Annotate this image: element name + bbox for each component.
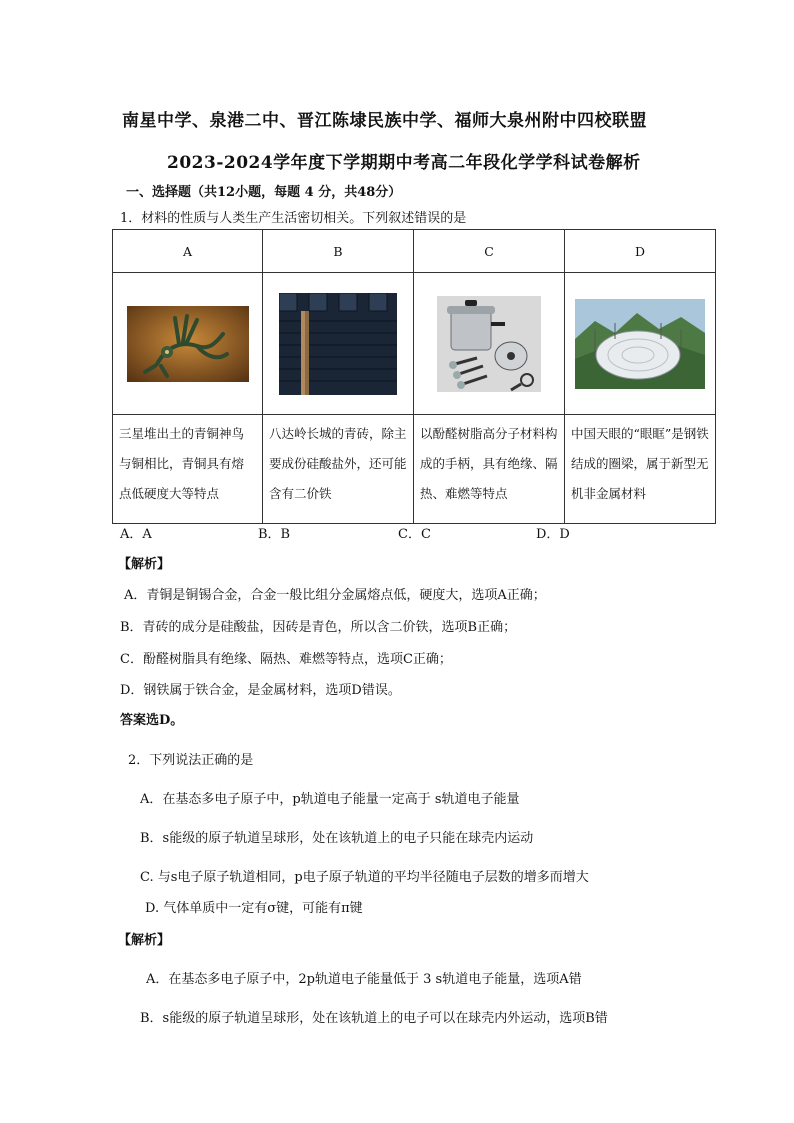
desc-b: 八达岭长城的青砖，除主要成份硅酸盐外，还可能含有二价铁	[263, 415, 414, 524]
q1-analysis-d: D．钢铁属于铁合金，是金属材料，选项D错误。	[120, 683, 401, 698]
section-heading: 一、选择题（共12小题，每题 4 分，共48分）	[126, 185, 402, 200]
q1-analysis-a: A．青铜是铜锡合金，合金一般比组分金属熔点低，硬度大，选项A正确；	[124, 588, 546, 603]
desc-d: 中国天眼的“眼眶”是钢铁结成的圈梁，属于新型无机非金属材料	[565, 415, 716, 524]
q2-stem: 2．下列说法正确的是	[128, 753, 254, 768]
q1-stem: 1．材料的性质与人类生产生活密切相关。下列叙述错误的是	[120, 211, 467, 226]
pot-utensils-image	[437, 296, 541, 392]
q2-option-c: C. 与s电子原子轨道相同，p电子原子轨道的平均半径随电子层数的增多而增大	[140, 870, 589, 885]
q1-analysis-label: 【解析】	[118, 557, 171, 572]
great-wall-brick-image	[279, 293, 397, 395]
q2-option-d: D. 气体单质中一定有σ键，可能有π键	[145, 901, 363, 916]
desc-a: 三星堆出土的青铜神鸟与铜相比，青铜具有熔点低硬度大等特点	[113, 415, 263, 524]
q2-analysis-a: A．在基态多电子原子中，2p轨道电子能量低于 3 s轨道电子能量，选项A错	[146, 972, 582, 987]
col-header-a: A	[113, 230, 263, 273]
col-header-d: D	[565, 230, 716, 273]
q1-option-b: B．B	[258, 527, 291, 542]
col-header-c: C	[414, 230, 565, 273]
q2-analysis-b: B．s能级的原子轨道呈球形，处在该轨道上的电子可以在球壳内外运动，选项B错	[140, 1011, 608, 1026]
fast-telescope-image	[575, 299, 705, 389]
title-line-2: 2023-2024学年度下学期期中考高二年段化学学科试卷解析	[167, 153, 641, 173]
title-line-1: 南星中学、泉港二中、晋江陈埭民族中学、福师大泉州附中四校联盟	[122, 111, 647, 131]
q1-option-a: A．A	[120, 527, 152, 542]
q1-analysis-c: C．酚醛树脂具有绝缘、隔热、难燃等特点，选项C正确；	[120, 652, 452, 667]
col-header-b: B	[263, 230, 414, 273]
bronze-bird-image	[127, 306, 249, 382]
q1-option-d: D．D	[536, 527, 570, 542]
q2-analysis-label: 【解析】	[118, 933, 171, 948]
q1-analysis-b: B．青砖的成分是硅酸盐，因砖是青色，所以含二价铁，选项B正确；	[120, 620, 517, 635]
q2-option-a: A．在基态多电子原子中，p轨道电子能量一定高于 s轨道电子能量	[140, 792, 520, 807]
q2-option-b: B．s能级的原子轨道呈球形，处在该轨道上的电子只能在球壳内运动	[140, 831, 534, 846]
q1-answer: 答案选D。	[120, 713, 184, 728]
q1-option-c: C．C	[398, 527, 431, 542]
q1-options-table	[112, 229, 716, 524]
desc-c: 以酚醛树脂高分子材料构成的手柄，具有绝缘、隔热、难燃等特点	[414, 415, 565, 524]
